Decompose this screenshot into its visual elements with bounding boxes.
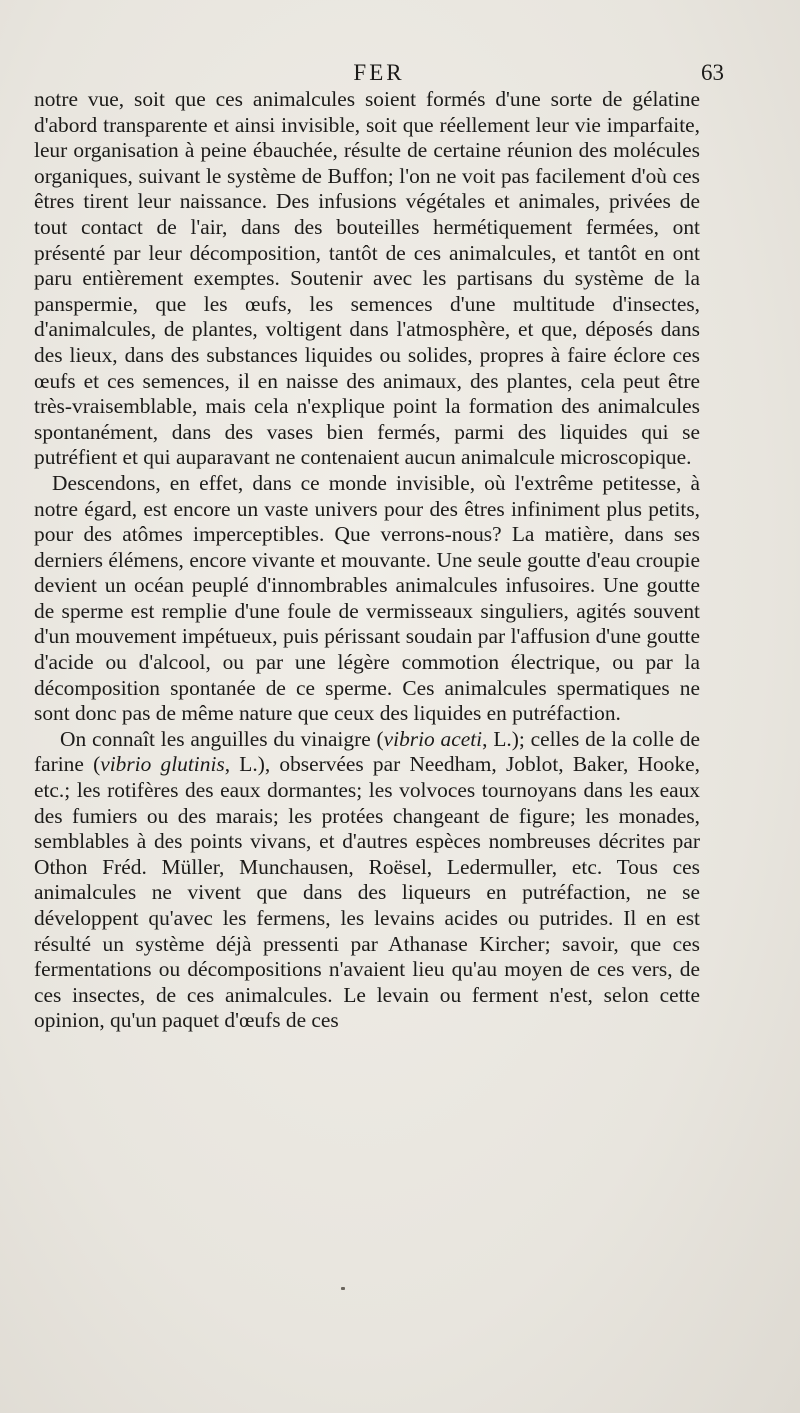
page-number: 63 bbox=[701, 60, 724, 85]
body-text bbox=[34, 87, 700, 1034]
page-header bbox=[34, 58, 786, 90]
paragraph-3 bbox=[34, 727, 700, 1034]
species-name-italic: vibrio glutinis bbox=[100, 752, 225, 777]
paragraph-3-text: On connaît les anguilles du vinaigre ( bbox=[60, 726, 384, 751]
paragraph-3-text: , L.); celles de la colle de farine ( bbox=[34, 726, 700, 777]
paragraph-2: Descendons, en effet, dans ce monde invisible, où l'extrême petitesse, à notre égard, est encore un vaste univers pour des êtres infiniment plus petits, pour des atômes imperceptibles. Que verrons-nous? La matière, dans ses derniers élémens, encore vivante et mouvante. Une seule goutte d'eau croupie devient un océan peuplé d'innombrables animalcules infusoires. Une goutte de sperme est remplie d'une foule de vermisseaux singuliers, agités souvent d'un mouvement impétueux, puis périssant soudain par l'affusion d'une goutte d'acide ou d'alcool, ou par une légère commotion électrique, ou par la décomposition spontanée de ce sperme. Ces animalcules spermatiques ne sont donc pas de même nature que ceux des liquides en putréfaction. bbox=[34, 470, 700, 726]
species-name-italic: vibrio aceti bbox=[383, 726, 483, 751]
running-head: FER bbox=[353, 60, 405, 85]
paragraph-3-text: , L.), observées par Needham, Joblot, Baker, Hooke, etc.; les rotifères des eaux dormantes; les volvoces tournoyans dans les eaux des fumiers ou des marais; les protées changeant de figure; les monades, semblables à des points vivans, et d'autres espèces nombreuses décrites par Othon Fréd. Müller, Munchausen, Roësel, Ledermuller, etc. Tous ces animalcules ne vivent que dans des liqueurs en putréfaction, ne se développent qu'avec les fermens, les levains acides ou putrides. Il en est résulté un système déjà pressenti par Athanase Kircher; savoir, que ces fermentations ou décompositions n'avaient lieu qu'au moyen de ces vers, de ces insectes, de ces animalcules. Le levain ou ferment n'est, selon cette opinion, qu'un paquet d'œufs de ces bbox=[34, 752, 700, 1033]
paragraph-1: notre vue, soit que ces animalcules soient formés d'une sorte de gélatine d'abord transparente et ainsi invisible, soit que réellement leur vie imparfaite, leur organisation à peine ébauchée, résulte de certaine réunion des molécules organiques, suivant le système de Buffon; l'on ne voit pas facilement d'où ces êtres tirent leur naissance. Des infusions végétales et animales, privées de tout contact de l'air, dans des bouteilles hermétiquement fermées, ont présenté par leur décomposition, tantôt de ces animalcules, et tantôt en ont paru entièrement exemptes. Soutenir avec les partisans du système de la panspermie, que les œufs, les semences d'une multitude d'insectes, d'animalcules, de plantes, voltigent dans l'atmosphère, et que, déposés dans des lieux, dans des substances liquides ou solides, propres à faire éclore ces œufs et ces semences, il en naisse des animaux, des plantes, cela peut être très-vraisemblable, mais cela n'explique point la formation des animalcules spontanément, dans des vases bien fermés, parmi des liquides qui se putréfient et qui auparavant ne contenaient aucun animalcule microscopique. bbox=[34, 87, 700, 470]
ink-speck bbox=[341, 1287, 345, 1290]
